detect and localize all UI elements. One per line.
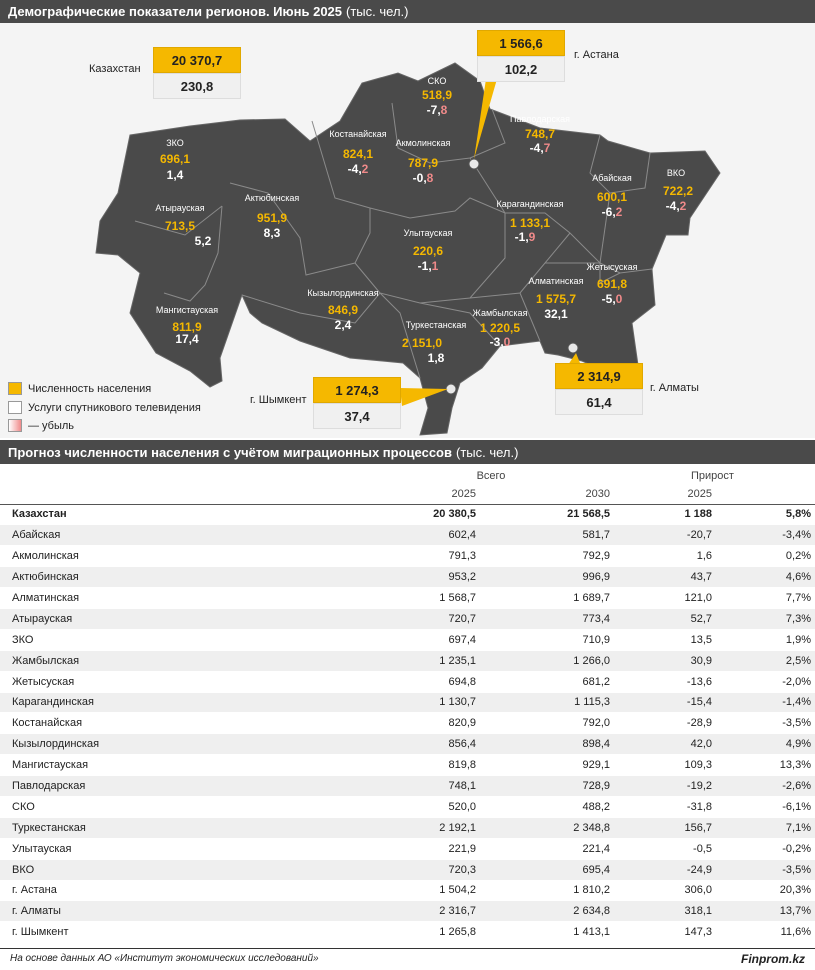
table-cell: 929,1 bbox=[480, 755, 614, 776]
table-title-bar bbox=[0, 440, 815, 464]
table-cell: 710,9 bbox=[480, 629, 614, 650]
table-cell: 7,7% bbox=[716, 588, 815, 609]
row-name-cell: г. Астана bbox=[0, 880, 332, 901]
table-cell: 1,9% bbox=[716, 629, 815, 650]
table-cell: 1 689,7 bbox=[480, 588, 614, 609]
table-cell: 1 115,3 bbox=[480, 692, 614, 713]
table-cell: 2 348,8 bbox=[480, 817, 614, 838]
region-sat-karaganda: -1,9 bbox=[514, 230, 536, 244]
kazakhstan-callout bbox=[153, 47, 241, 99]
group-growth: Прирост bbox=[691, 469, 734, 482]
forecast-table bbox=[0, 466, 815, 943]
table-cell: 1 568,7 bbox=[332, 588, 480, 609]
source-note: На основе данных АО «Институт экономических исследований» bbox=[10, 953, 319, 964]
region-sat-mangystau: 17,4 bbox=[175, 332, 199, 346]
shymkent-population: 1 274,3 bbox=[313, 377, 401, 403]
table-cell: 953,2 bbox=[332, 567, 480, 588]
region-name-karaganda: Карагандинская bbox=[496, 199, 564, 209]
astana-label: г. Астана bbox=[574, 49, 619, 61]
region-sat-vko: -4,2 bbox=[665, 199, 687, 213]
table-cell: 318,1 bbox=[614, 901, 716, 922]
table-cell: 13,7% bbox=[716, 901, 815, 922]
region-sat-sko: -7,8 bbox=[426, 103, 448, 117]
row-name-cell: Жетысуская bbox=[0, 671, 332, 692]
row-name-cell: Алматинская bbox=[0, 588, 332, 609]
table-row bbox=[0, 671, 815, 692]
table-cell: 820,9 bbox=[332, 713, 480, 734]
row-name-cell: Акмолинская bbox=[0, 546, 332, 567]
almaty-population: 2 314,9 bbox=[555, 363, 643, 389]
region-name-pavlodar: Павлодарская bbox=[510, 114, 570, 124]
region-name-sko: СКО bbox=[427, 76, 447, 86]
row-name-cell: Мангистауская bbox=[0, 755, 332, 776]
table-cell: -3,4% bbox=[716, 525, 815, 546]
table-cell: 581,7 bbox=[480, 525, 614, 546]
map-unit: (тыс. чел.) bbox=[346, 4, 409, 19]
col-2025: 2025 bbox=[451, 488, 476, 501]
region-sat-kyzylorda: 2,4 bbox=[334, 318, 352, 332]
table-cell: 898,4 bbox=[480, 734, 614, 755]
table-cell: 4,6% bbox=[716, 567, 815, 588]
row-name-cell: г. Шымкент bbox=[0, 922, 332, 943]
table-cell: 2 634,8 bbox=[480, 901, 614, 922]
region-pop-atyrau: 713,5 bbox=[164, 219, 196, 233]
table-row bbox=[0, 838, 815, 859]
almaty-satellite: 61,4 bbox=[555, 389, 643, 415]
table-cell: 221,4 bbox=[480, 838, 614, 859]
table-cell: 695,4 bbox=[480, 859, 614, 880]
row-name-cell: Кызылординская bbox=[0, 734, 332, 755]
region-sat-zko: 1,4 bbox=[166, 168, 184, 182]
table-row bbox=[0, 546, 815, 567]
table-cell: 21 568,5 bbox=[480, 504, 614, 525]
legend-swatch-pink bbox=[8, 419, 22, 432]
table-cell: 791,3 bbox=[332, 546, 480, 567]
region-sat-akmola: -0,8 bbox=[412, 171, 434, 185]
table-cell: 1 188 bbox=[614, 504, 716, 525]
table-cell: -13,6 bbox=[614, 671, 716, 692]
table-cell: -20,7 bbox=[614, 525, 716, 546]
legend-decline: — убыль bbox=[8, 419, 74, 432]
table-cell: 11,6% bbox=[716, 922, 815, 943]
table-cell: 109,3 bbox=[614, 755, 716, 776]
region-name-kostanay: Костанайская bbox=[329, 129, 387, 139]
table-row bbox=[0, 525, 815, 546]
table-cell: 2 192,1 bbox=[332, 817, 480, 838]
table-cell: 819,8 bbox=[332, 755, 480, 776]
shymkent-satellite: 37,4 bbox=[313, 403, 401, 429]
region-name-zko: ЗКО bbox=[166, 138, 184, 148]
table-row bbox=[0, 567, 815, 588]
region-sat-ulytau: -1,1 bbox=[417, 259, 439, 273]
region-name-zhetysu: Жетысуская bbox=[586, 262, 638, 272]
table-row bbox=[0, 650, 815, 671]
region-sat-pavlodar: -4,7 bbox=[529, 141, 551, 155]
table-cell: -15,4 bbox=[614, 692, 716, 713]
region-name-almaty-region: Алматинская bbox=[528, 276, 584, 286]
kazakhstan-population: 20 370,7 bbox=[153, 47, 241, 73]
region-sat-almaty-region: 32,1 bbox=[544, 307, 568, 321]
row-name-cell: СКО bbox=[0, 796, 332, 817]
region-name-aktobe: Актюбинская bbox=[244, 193, 300, 203]
table-row bbox=[0, 588, 815, 609]
region-name-kyzylorda: Кызылординская bbox=[307, 288, 379, 298]
shymkent-callout bbox=[313, 377, 401, 429]
table-cell: 792,9 bbox=[480, 546, 614, 567]
table-cell: -2,6% bbox=[716, 776, 815, 797]
region-pop-almaty-region: 1 575,7 bbox=[535, 292, 577, 306]
footer bbox=[0, 948, 815, 970]
region-sat-aktobe: 8,3 bbox=[263, 226, 281, 240]
legend-satellite: Услуги спутникового телевидения bbox=[8, 401, 201, 414]
table-cell: 1 504,2 bbox=[332, 880, 480, 901]
table-cell: 121,0 bbox=[614, 588, 716, 609]
astana-callout bbox=[477, 30, 565, 82]
almaty-callout bbox=[555, 363, 643, 415]
almaty-marker bbox=[568, 343, 578, 353]
table-row bbox=[0, 692, 815, 713]
legend-population: Численность населения bbox=[8, 382, 151, 395]
table-cell: 1,6 bbox=[614, 546, 716, 567]
table-cell: 43,7 bbox=[614, 567, 716, 588]
table-cell: 728,9 bbox=[480, 776, 614, 797]
table-cell: 520,0 bbox=[332, 796, 480, 817]
region-sat-turkestan: 1,8 bbox=[427, 351, 445, 365]
table-cell: 720,7 bbox=[332, 608, 480, 629]
region-name-vko: ВКО bbox=[666, 168, 686, 178]
row-name-cell: Актюбинская bbox=[0, 567, 332, 588]
table-cell: 221,9 bbox=[332, 838, 480, 859]
col-2030: 2030 bbox=[585, 488, 610, 501]
table-cell: -0,5 bbox=[614, 838, 716, 859]
row-name-cell: Абайская bbox=[0, 525, 332, 546]
table-cell: 7,3% bbox=[716, 608, 815, 629]
legend-swatch-yellow bbox=[8, 382, 22, 395]
table-row bbox=[0, 755, 815, 776]
region-sat-abai: -6,2 bbox=[601, 205, 623, 219]
astana-population: 1 566,6 bbox=[477, 30, 565, 56]
region-sat-zhambyl: -3,0 bbox=[489, 335, 511, 349]
table-cell: 1 810,2 bbox=[480, 880, 614, 901]
region-pop-akmola: 787,9 bbox=[407, 156, 439, 170]
region-pop-vko: 722,2 bbox=[662, 184, 694, 198]
group-total: Всего bbox=[476, 469, 506, 482]
region-pop-ulytau: 220,6 bbox=[412, 244, 444, 258]
astana-satellite: 102,2 bbox=[477, 56, 565, 82]
table-cell: 1 130,7 bbox=[332, 692, 480, 713]
row-name-cell: ВКО bbox=[0, 859, 332, 880]
table-cell: -19,2 bbox=[614, 776, 716, 797]
region-pop-aktobe: 951,9 bbox=[256, 211, 288, 225]
table-row bbox=[0, 713, 815, 734]
region-pop-zhetysu: 691,8 bbox=[596, 277, 628, 291]
table-cell: 156,7 bbox=[614, 817, 716, 838]
table-year-header bbox=[0, 485, 815, 504]
region-sat-kostanay: -4,2 bbox=[347, 162, 369, 176]
table-cell: -6,1% bbox=[716, 796, 815, 817]
table-cell: -28,9 bbox=[614, 713, 716, 734]
kazakhstan-satellite: 230,8 bbox=[153, 73, 241, 99]
table-cell: 20 380,5 bbox=[332, 504, 480, 525]
table-cell: 52,7 bbox=[614, 608, 716, 629]
astana-marker bbox=[469, 159, 479, 169]
table-cell: 748,1 bbox=[332, 776, 480, 797]
table-row bbox=[0, 629, 815, 650]
table-row bbox=[0, 796, 815, 817]
table-cell: 720,3 bbox=[332, 859, 480, 880]
row-name-cell: Павлодарская bbox=[0, 776, 332, 797]
table-cell: 697,4 bbox=[332, 629, 480, 650]
region-name-akmola: Акмолинская bbox=[395, 138, 451, 148]
map-title-bar bbox=[0, 0, 815, 23]
table-cell: 5,8% bbox=[716, 504, 815, 525]
row-name-cell: Улытауская bbox=[0, 838, 332, 859]
row-name-cell: Карагандинская bbox=[0, 692, 332, 713]
region-sat-zhetysu: -5,0 bbox=[601, 292, 623, 306]
table-cell: 773,4 bbox=[480, 608, 614, 629]
table-row bbox=[0, 901, 815, 922]
region-pop-sko: 518,9 bbox=[421, 88, 453, 102]
table-cell: 20,3% bbox=[716, 880, 815, 901]
kazakhstan-label: Казахстан bbox=[89, 63, 141, 75]
table-cell: 602,4 bbox=[332, 525, 480, 546]
map-panel bbox=[0, 23, 815, 438]
region-name-turkestan: Туркестанская bbox=[405, 320, 467, 330]
table-row bbox=[0, 880, 815, 901]
region-pop-abai: 600,1 bbox=[596, 190, 628, 204]
table-row bbox=[0, 922, 815, 943]
almaty-label: г. Алматы bbox=[650, 382, 699, 394]
table-cell: 13,3% bbox=[716, 755, 815, 776]
region-name-atyrau: Атырауская bbox=[155, 203, 205, 213]
table-cell: 792,0 bbox=[480, 713, 614, 734]
row-name-cell: Атырауская bbox=[0, 608, 332, 629]
table-cell: -3,5% bbox=[716, 713, 815, 734]
table-unit: (тыс. чел.) bbox=[455, 444, 519, 460]
table-cell: -31,8 bbox=[614, 796, 716, 817]
table-row bbox=[0, 817, 815, 838]
region-name-zhambyl: Жамбылская bbox=[472, 308, 528, 318]
table-cell: -2,0% bbox=[716, 671, 815, 692]
row-name-cell: Туркестанская bbox=[0, 817, 332, 838]
table-cell: -0,2% bbox=[716, 838, 815, 859]
row-name-cell: ЗКО bbox=[0, 629, 332, 650]
legend-swatch-white bbox=[8, 401, 22, 414]
region-name-abai: Абайская bbox=[592, 173, 632, 183]
col-growth-2025: 2025 bbox=[687, 488, 712, 501]
table-cell: -3,5% bbox=[716, 859, 815, 880]
table-row bbox=[0, 734, 815, 755]
region-pop-zhambyl: 1 220,5 bbox=[479, 321, 521, 335]
table-cell: 694,8 bbox=[332, 671, 480, 692]
row-name-cell: Жамбылская bbox=[0, 650, 332, 671]
table-cell: 1 413,1 bbox=[480, 922, 614, 943]
table-cell: 1 265,8 bbox=[332, 922, 480, 943]
region-name-mangystau: Мангистауская bbox=[155, 305, 219, 315]
table-cell: 0,2% bbox=[716, 546, 815, 567]
table-group-header bbox=[0, 466, 815, 485]
row-name-cell: г. Алматы bbox=[0, 901, 332, 922]
region-sat-atyrau: 5,2 bbox=[194, 234, 212, 248]
table-title: Прогноз численности населения с учётом миграционных процессов bbox=[8, 444, 452, 460]
table-cell: -24,9 bbox=[614, 859, 716, 880]
map-title: Демографические показатели регионов. Июнь 2025 bbox=[8, 4, 343, 19]
table-cell: 147,3 bbox=[614, 922, 716, 943]
table-cell: 2 316,7 bbox=[332, 901, 480, 922]
table-row bbox=[0, 504, 815, 525]
table-cell: -1,4% bbox=[716, 692, 815, 713]
region-pop-zko: 696,1 bbox=[159, 152, 191, 166]
table-row bbox=[0, 776, 815, 797]
region-pop-kyzylorda: 846,9 bbox=[327, 303, 359, 317]
region-pop-pavlodar: 748,7 bbox=[524, 127, 556, 141]
table-cell: 30,9 bbox=[614, 650, 716, 671]
table-cell: 1 235,1 bbox=[332, 650, 480, 671]
table-body bbox=[0, 504, 815, 943]
brand-logo: Finprom.kz bbox=[740, 952, 805, 966]
table-row bbox=[0, 859, 815, 880]
region-name-ulytau: Улытауская bbox=[403, 228, 453, 238]
region-pop-turkestan: 2 151,0 bbox=[401, 336, 443, 350]
table-cell: 4,9% bbox=[716, 734, 815, 755]
table-cell: 7,1% bbox=[716, 817, 815, 838]
table-row bbox=[0, 608, 815, 629]
region-pop-karaganda: 1 133,1 bbox=[509, 216, 551, 230]
table-cell: 306,0 bbox=[614, 880, 716, 901]
table-cell: 681,2 bbox=[480, 671, 614, 692]
region-pop-mangystau: 811,9 bbox=[172, 320, 202, 334]
table-cell: 42,0 bbox=[614, 734, 716, 755]
table-cell: 488,2 bbox=[480, 796, 614, 817]
shymkent-label: г. Шымкент bbox=[250, 394, 307, 406]
row-name-cell: Костанайская bbox=[0, 713, 332, 734]
table-cell: 2,5% bbox=[716, 650, 815, 671]
table-cell: 996,9 bbox=[480, 567, 614, 588]
table-cell: 13,5 bbox=[614, 629, 716, 650]
table-cell: 856,4 bbox=[332, 734, 480, 755]
table-cell: 1 266,0 bbox=[480, 650, 614, 671]
row-name-cell: Казахстан bbox=[0, 504, 332, 525]
region-pop-kostanay: 824,1 bbox=[342, 147, 374, 161]
